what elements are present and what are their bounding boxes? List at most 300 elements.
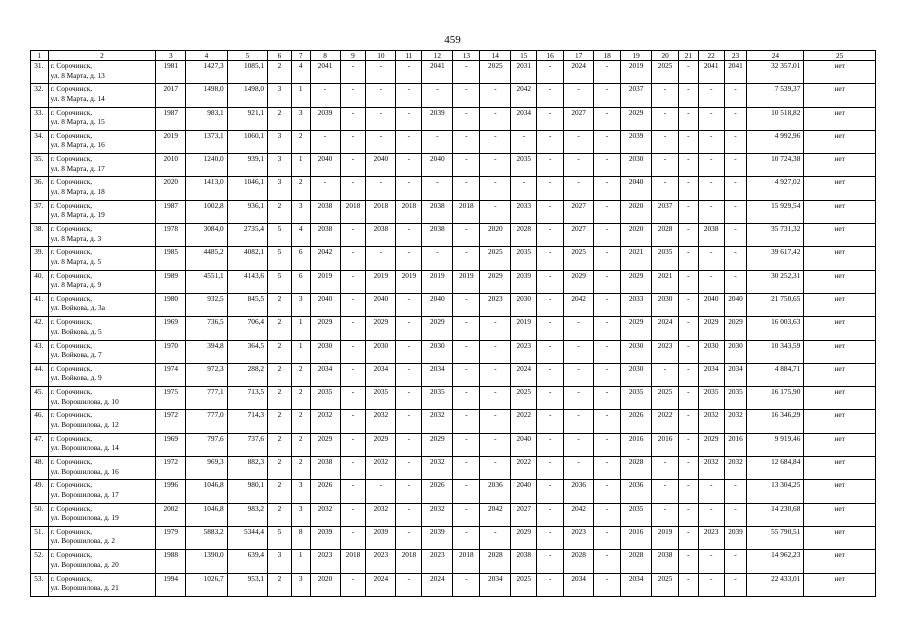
column-header-8: 8	[310, 51, 340, 61]
value-cell: 953,1	[227, 573, 267, 596]
value-cell: 2023	[698, 526, 724, 549]
value-cell: -	[340, 247, 366, 270]
table-row	[31, 550, 876, 573]
value-cell: нет	[804, 107, 876, 130]
value-cell: -	[594, 293, 621, 316]
row-number: 40.	[31, 270, 49, 293]
value-cell: 2039	[724, 526, 747, 549]
value-cell: -	[594, 340, 621, 363]
value-cell: 1988	[156, 550, 186, 573]
value-cell: 2019	[396, 270, 422, 293]
table-row	[31, 61, 876, 84]
value-cell: -	[537, 457, 564, 480]
table-row	[31, 177, 876, 200]
row-number: 51.	[31, 526, 49, 549]
value-cell: -	[480, 340, 511, 363]
value-cell: нет	[804, 317, 876, 340]
value-cell: 2040	[511, 480, 537, 503]
value-cell: -	[396, 387, 422, 410]
table-row	[31, 317, 876, 340]
value-cell: 2040	[422, 293, 453, 316]
value-cell: -	[396, 293, 422, 316]
value-cell: 2	[291, 130, 310, 153]
value-cell: 3	[291, 573, 310, 596]
value-cell: -	[396, 433, 422, 456]
value-cell: 364,5	[227, 340, 267, 363]
value-cell: -	[724, 107, 747, 130]
value-cell: -	[422, 247, 453, 270]
value-cell: -	[366, 247, 396, 270]
value-cell: 10 518,82	[747, 107, 804, 130]
value-cell: -	[340, 457, 366, 480]
value-cell: -	[679, 363, 699, 386]
address-cell: г. Сорочинск, ул. 8 Марта, д. 19	[48, 200, 156, 223]
value-cell: 4 884,71	[747, 363, 804, 386]
value-cell: -	[564, 433, 594, 456]
value-cell: -	[537, 433, 564, 456]
value-cell: 2034	[698, 363, 724, 386]
value-cell: -	[564, 363, 594, 386]
column-header-21: 21	[679, 51, 699, 61]
value-cell: 1975	[156, 387, 186, 410]
value-cell: -	[453, 387, 480, 410]
value-cell: 2021	[621, 247, 652, 270]
value-cell: -	[679, 177, 699, 200]
value-cell: 2	[268, 200, 292, 223]
value-cell: 2030	[310, 340, 340, 363]
value-cell: -	[340, 573, 366, 596]
table-row	[31, 526, 876, 549]
value-cell: -	[724, 550, 747, 573]
value-cell: 2028	[652, 224, 679, 247]
table-row	[31, 224, 876, 247]
value-cell: 2030	[724, 340, 747, 363]
value-cell: 2040	[621, 177, 652, 200]
value-cell: 5	[268, 526, 292, 549]
address-cell: г. Сорочинск, ул. Ворошилова, д. 10	[48, 387, 156, 410]
value-cell: нет	[804, 200, 876, 223]
value-cell: 2042	[310, 247, 340, 270]
value-cell: -	[366, 61, 396, 84]
table-row	[31, 107, 876, 130]
value-cell: -	[594, 154, 621, 177]
value-cell: 2021	[652, 270, 679, 293]
value-cell: -	[679, 317, 699, 340]
value-cell: 2029	[621, 317, 652, 340]
value-cell: 6	[291, 270, 310, 293]
value-cell: 2735,4	[227, 224, 267, 247]
value-cell: -	[396, 457, 422, 480]
value-cell: -	[537, 293, 564, 316]
column-header-3: 3	[156, 51, 186, 61]
value-cell: 32 357,01	[747, 61, 804, 84]
table-row	[31, 457, 876, 480]
row-number: 34.	[31, 130, 49, 153]
value-cell: 2025	[480, 247, 511, 270]
value-cell: -	[594, 550, 621, 573]
value-cell: 2002	[156, 503, 186, 526]
value-cell: 983,1	[186, 107, 227, 130]
value-cell: -	[366, 107, 396, 130]
value-cell: -	[652, 130, 679, 153]
address-cell: г. Сорочинск, ул. 8 Марта, д. 16	[48, 130, 156, 153]
column-header-24: 24	[747, 51, 804, 61]
row-number: 43.	[31, 340, 49, 363]
row-number: 32.	[31, 84, 49, 107]
value-cell: 2029	[511, 526, 537, 549]
column-header-6: 6	[268, 51, 292, 61]
value-cell: -	[594, 84, 621, 107]
value-cell: 2032	[310, 503, 340, 526]
value-cell: -	[340, 503, 366, 526]
value-cell: 2	[291, 457, 310, 480]
value-cell: 2029	[366, 433, 396, 456]
table-row	[31, 410, 876, 433]
value-cell: нет	[804, 293, 876, 316]
value-cell: 2033	[621, 293, 652, 316]
value-cell: 4143,6	[227, 270, 267, 293]
value-cell: 2018	[453, 200, 480, 223]
value-cell: 2034	[480, 573, 511, 596]
value-cell: 2018	[340, 550, 366, 573]
address-cell: г. Сорочинск, ул. 8 Марта, д. 5	[48, 247, 156, 270]
value-cell: 2025	[511, 573, 537, 596]
value-cell: 2029	[698, 317, 724, 340]
value-cell: 30 252,31	[747, 270, 804, 293]
value-cell: -	[453, 107, 480, 130]
value-cell: 2030	[511, 293, 537, 316]
value-cell: 1974	[156, 363, 186, 386]
value-cell: -	[537, 526, 564, 549]
value-cell: -	[537, 480, 564, 503]
column-header-5: 5	[227, 51, 267, 61]
value-cell: нет	[804, 433, 876, 456]
value-cell: нет	[804, 177, 876, 200]
value-cell: -	[453, 293, 480, 316]
value-cell: 2	[268, 317, 292, 340]
value-cell: 1413,0	[186, 177, 227, 200]
value-cell: нет	[804, 387, 876, 410]
value-cell: -	[453, 363, 480, 386]
value-cell: 980,1	[227, 480, 267, 503]
value-cell: 1987	[156, 107, 186, 130]
value-cell: 713,5	[227, 387, 267, 410]
value-cell: 2030	[621, 363, 652, 386]
value-cell: -	[537, 387, 564, 410]
value-cell: -	[453, 84, 480, 107]
value-cell: 1994	[156, 573, 186, 596]
value-cell: -	[679, 480, 699, 503]
value-cell: -	[480, 410, 511, 433]
value-cell: 2017	[156, 84, 186, 107]
value-cell: 2025	[564, 247, 594, 270]
value-cell: 2030	[621, 340, 652, 363]
value-cell: 1498,0	[186, 84, 227, 107]
value-cell: 2020	[480, 224, 511, 247]
value-cell: -	[480, 84, 511, 107]
column-header-2: 2	[48, 51, 156, 61]
value-cell: 939,1	[227, 154, 267, 177]
value-cell: 2016	[621, 526, 652, 549]
value-cell: -	[537, 107, 564, 130]
table-row	[31, 293, 876, 316]
value-cell: -	[679, 550, 699, 573]
table-row	[31, 433, 876, 456]
value-cell: 1427,3	[186, 61, 227, 84]
value-cell: -	[366, 480, 396, 503]
value-cell: -	[366, 177, 396, 200]
value-cell: 2034	[564, 573, 594, 596]
value-cell: -	[396, 84, 422, 107]
value-cell: нет	[804, 340, 876, 363]
value-cell: -	[537, 317, 564, 340]
row-number: 47.	[31, 433, 49, 456]
table-row	[31, 573, 876, 596]
value-cell: -	[511, 130, 537, 153]
value-cell: -	[652, 457, 679, 480]
value-cell: 2032	[698, 410, 724, 433]
value-cell: нет	[804, 270, 876, 293]
value-cell: 2037	[652, 200, 679, 223]
address-cell: г. Сорочинск, ул. Ворошилова, д. 12	[48, 410, 156, 433]
value-cell: -	[396, 503, 422, 526]
value-cell: 13 304,25	[747, 480, 804, 503]
value-cell: -	[340, 387, 366, 410]
value-cell: -	[340, 270, 366, 293]
value-cell: 2020	[621, 200, 652, 223]
value-cell: 1978	[156, 224, 186, 247]
row-number: 50.	[31, 503, 49, 526]
value-cell: -	[340, 526, 366, 549]
value-cell: 2041	[422, 61, 453, 84]
value-cell: 2030	[366, 340, 396, 363]
value-cell: -	[698, 270, 724, 293]
value-cell: -	[724, 224, 747, 247]
value-cell: 2032	[366, 410, 396, 433]
value-cell: 2038	[422, 224, 453, 247]
value-cell: 2028	[621, 550, 652, 573]
value-cell: нет	[804, 247, 876, 270]
value-cell: -	[652, 363, 679, 386]
value-cell: -	[310, 130, 340, 153]
column-header-4: 4	[186, 51, 227, 61]
value-cell: 3	[291, 293, 310, 316]
value-cell: -	[396, 247, 422, 270]
value-cell: -	[480, 154, 511, 177]
value-cell: 2040	[422, 154, 453, 177]
value-cell: 2	[268, 457, 292, 480]
value-cell: 2030	[698, 340, 724, 363]
value-cell: -	[698, 550, 724, 573]
value-cell: нет	[804, 61, 876, 84]
value-cell: 2042	[480, 503, 511, 526]
value-cell: 2040	[698, 293, 724, 316]
value-cell: -	[453, 457, 480, 480]
value-cell: 2040	[366, 154, 396, 177]
value-cell: -	[537, 363, 564, 386]
value-cell: 921,1	[227, 107, 267, 130]
value-cell: 2	[268, 340, 292, 363]
value-cell: 2034	[621, 573, 652, 596]
column-header-7: 7	[291, 51, 310, 61]
value-cell: 777,0	[186, 410, 227, 433]
value-cell: 1985	[156, 247, 186, 270]
value-cell: -	[453, 410, 480, 433]
value-cell: -	[698, 200, 724, 223]
value-cell: -	[594, 61, 621, 84]
value-cell: -	[480, 457, 511, 480]
value-cell: -	[594, 270, 621, 293]
column-header-22: 22	[698, 51, 724, 61]
value-cell: 3	[268, 550, 292, 573]
value-cell: 2040	[511, 433, 537, 456]
value-cell: 16 346,29	[747, 410, 804, 433]
value-cell: -	[679, 154, 699, 177]
value-cell: -	[537, 573, 564, 596]
value-cell: нет	[804, 526, 876, 549]
value-cell: -	[594, 200, 621, 223]
value-cell: 2025	[652, 573, 679, 596]
column-header-9: 9	[340, 51, 366, 61]
address-cell: г. Сорочинск, ул. Войкова, д. 3а	[48, 293, 156, 316]
value-cell: 2040	[724, 293, 747, 316]
value-cell: -	[340, 154, 366, 177]
column-header-18: 18	[594, 51, 621, 61]
value-cell: 2027	[511, 503, 537, 526]
value-cell: -	[480, 200, 511, 223]
value-cell: -	[396, 526, 422, 549]
value-cell: 16 003,63	[747, 317, 804, 340]
value-cell: 736,5	[186, 317, 227, 340]
row-number: 41.	[31, 293, 49, 316]
address-cell: г. Сорочинск, ул. Войкова, д. 7	[48, 340, 156, 363]
value-cell: 2029	[724, 317, 747, 340]
value-cell: -	[340, 293, 366, 316]
value-cell: -	[453, 154, 480, 177]
value-cell: 1969	[156, 433, 186, 456]
value-cell: 15 929,54	[747, 200, 804, 223]
value-cell: 2032	[422, 503, 453, 526]
value-cell: 2035	[511, 247, 537, 270]
address-cell: г. Сорочинск, ул. Ворошилова, д. 17	[48, 480, 156, 503]
value-cell: -	[340, 107, 366, 130]
value-cell: 714,3	[227, 410, 267, 433]
value-cell: -	[594, 503, 621, 526]
value-cell: 2	[291, 387, 310, 410]
value-cell: 2020	[310, 573, 340, 596]
value-cell: -	[480, 363, 511, 386]
value-cell: 1060,1	[227, 130, 267, 153]
value-cell: -	[679, 387, 699, 410]
value-cell: -	[340, 410, 366, 433]
table-row	[31, 84, 876, 107]
value-cell: 2028	[564, 550, 594, 573]
column-header-23: 23	[724, 51, 747, 61]
address-cell: г. Сорочинск, ул. Ворошилова, д. 2	[48, 526, 156, 549]
value-cell: 2029	[422, 317, 453, 340]
value-cell: 2029	[310, 433, 340, 456]
column-header-12: 12	[422, 51, 453, 61]
value-cell: 983,2	[227, 503, 267, 526]
value-cell: 2019	[422, 270, 453, 293]
value-cell: -	[396, 480, 422, 503]
value-cell: 2038	[310, 224, 340, 247]
value-cell: 2035	[698, 387, 724, 410]
value-cell: 14 962,23	[747, 550, 804, 573]
value-cell: 2027	[564, 224, 594, 247]
value-cell: 2034	[366, 363, 396, 386]
value-cell: 2020	[156, 177, 186, 200]
value-cell: -	[537, 130, 564, 153]
value-cell: -	[396, 410, 422, 433]
value-cell: 2023	[480, 293, 511, 316]
value-cell: нет	[804, 224, 876, 247]
row-number: 35.	[31, 154, 49, 177]
address-cell: г. Сорочинск, ул. 8 Марта, д. 15	[48, 107, 156, 130]
value-cell: 1240,0	[186, 154, 227, 177]
value-cell: нет	[804, 84, 876, 107]
value-cell: 1987	[156, 200, 186, 223]
value-cell: 8	[291, 526, 310, 549]
value-cell: 22 433,01	[747, 573, 804, 596]
value-cell: 2016	[621, 433, 652, 456]
value-cell: -	[679, 270, 699, 293]
value-cell: 2035	[621, 387, 652, 410]
value-cell: 797,6	[186, 433, 227, 456]
value-cell: 4485,2	[186, 247, 227, 270]
value-cell: -	[698, 480, 724, 503]
value-cell: 2042	[564, 293, 594, 316]
value-cell: -	[594, 317, 621, 340]
value-cell: -	[594, 387, 621, 410]
value-cell: -	[724, 200, 747, 223]
value-cell: -	[594, 573, 621, 596]
value-cell: 35 731,32	[747, 224, 804, 247]
value-cell: -	[594, 433, 621, 456]
value-cell: -	[422, 130, 453, 153]
value-cell: -	[594, 247, 621, 270]
value-cell: 2032	[366, 457, 396, 480]
value-cell: 2025	[652, 61, 679, 84]
address-cell: г. Сорочинск, ул. Ворошилова, д. 14	[48, 433, 156, 456]
value-cell: 2037	[621, 84, 652, 107]
value-cell: -	[679, 433, 699, 456]
value-cell: 2035	[366, 387, 396, 410]
value-cell: 1972	[156, 410, 186, 433]
value-cell: -	[453, 247, 480, 270]
value-cell: 2023	[310, 550, 340, 573]
value-cell: 2020	[621, 224, 652, 247]
value-cell: 16 175,90	[747, 387, 804, 410]
value-cell: -	[366, 84, 396, 107]
value-cell: 5	[268, 247, 292, 270]
value-cell: -	[698, 107, 724, 130]
value-cell: 2039	[310, 107, 340, 130]
value-cell: 2027	[564, 200, 594, 223]
value-cell: -	[340, 84, 366, 107]
value-cell: 7 539,37	[747, 84, 804, 107]
value-cell: 1980	[156, 293, 186, 316]
value-cell: -	[679, 573, 699, 596]
value-cell: -	[453, 433, 480, 456]
value-cell: -	[679, 61, 699, 84]
value-cell: 2	[268, 61, 292, 84]
value-cell: 2022	[511, 457, 537, 480]
value-cell: 1046,8	[186, 480, 227, 503]
table-row	[31, 387, 876, 410]
value-cell: 2032	[310, 410, 340, 433]
value-cell: 2023	[511, 340, 537, 363]
